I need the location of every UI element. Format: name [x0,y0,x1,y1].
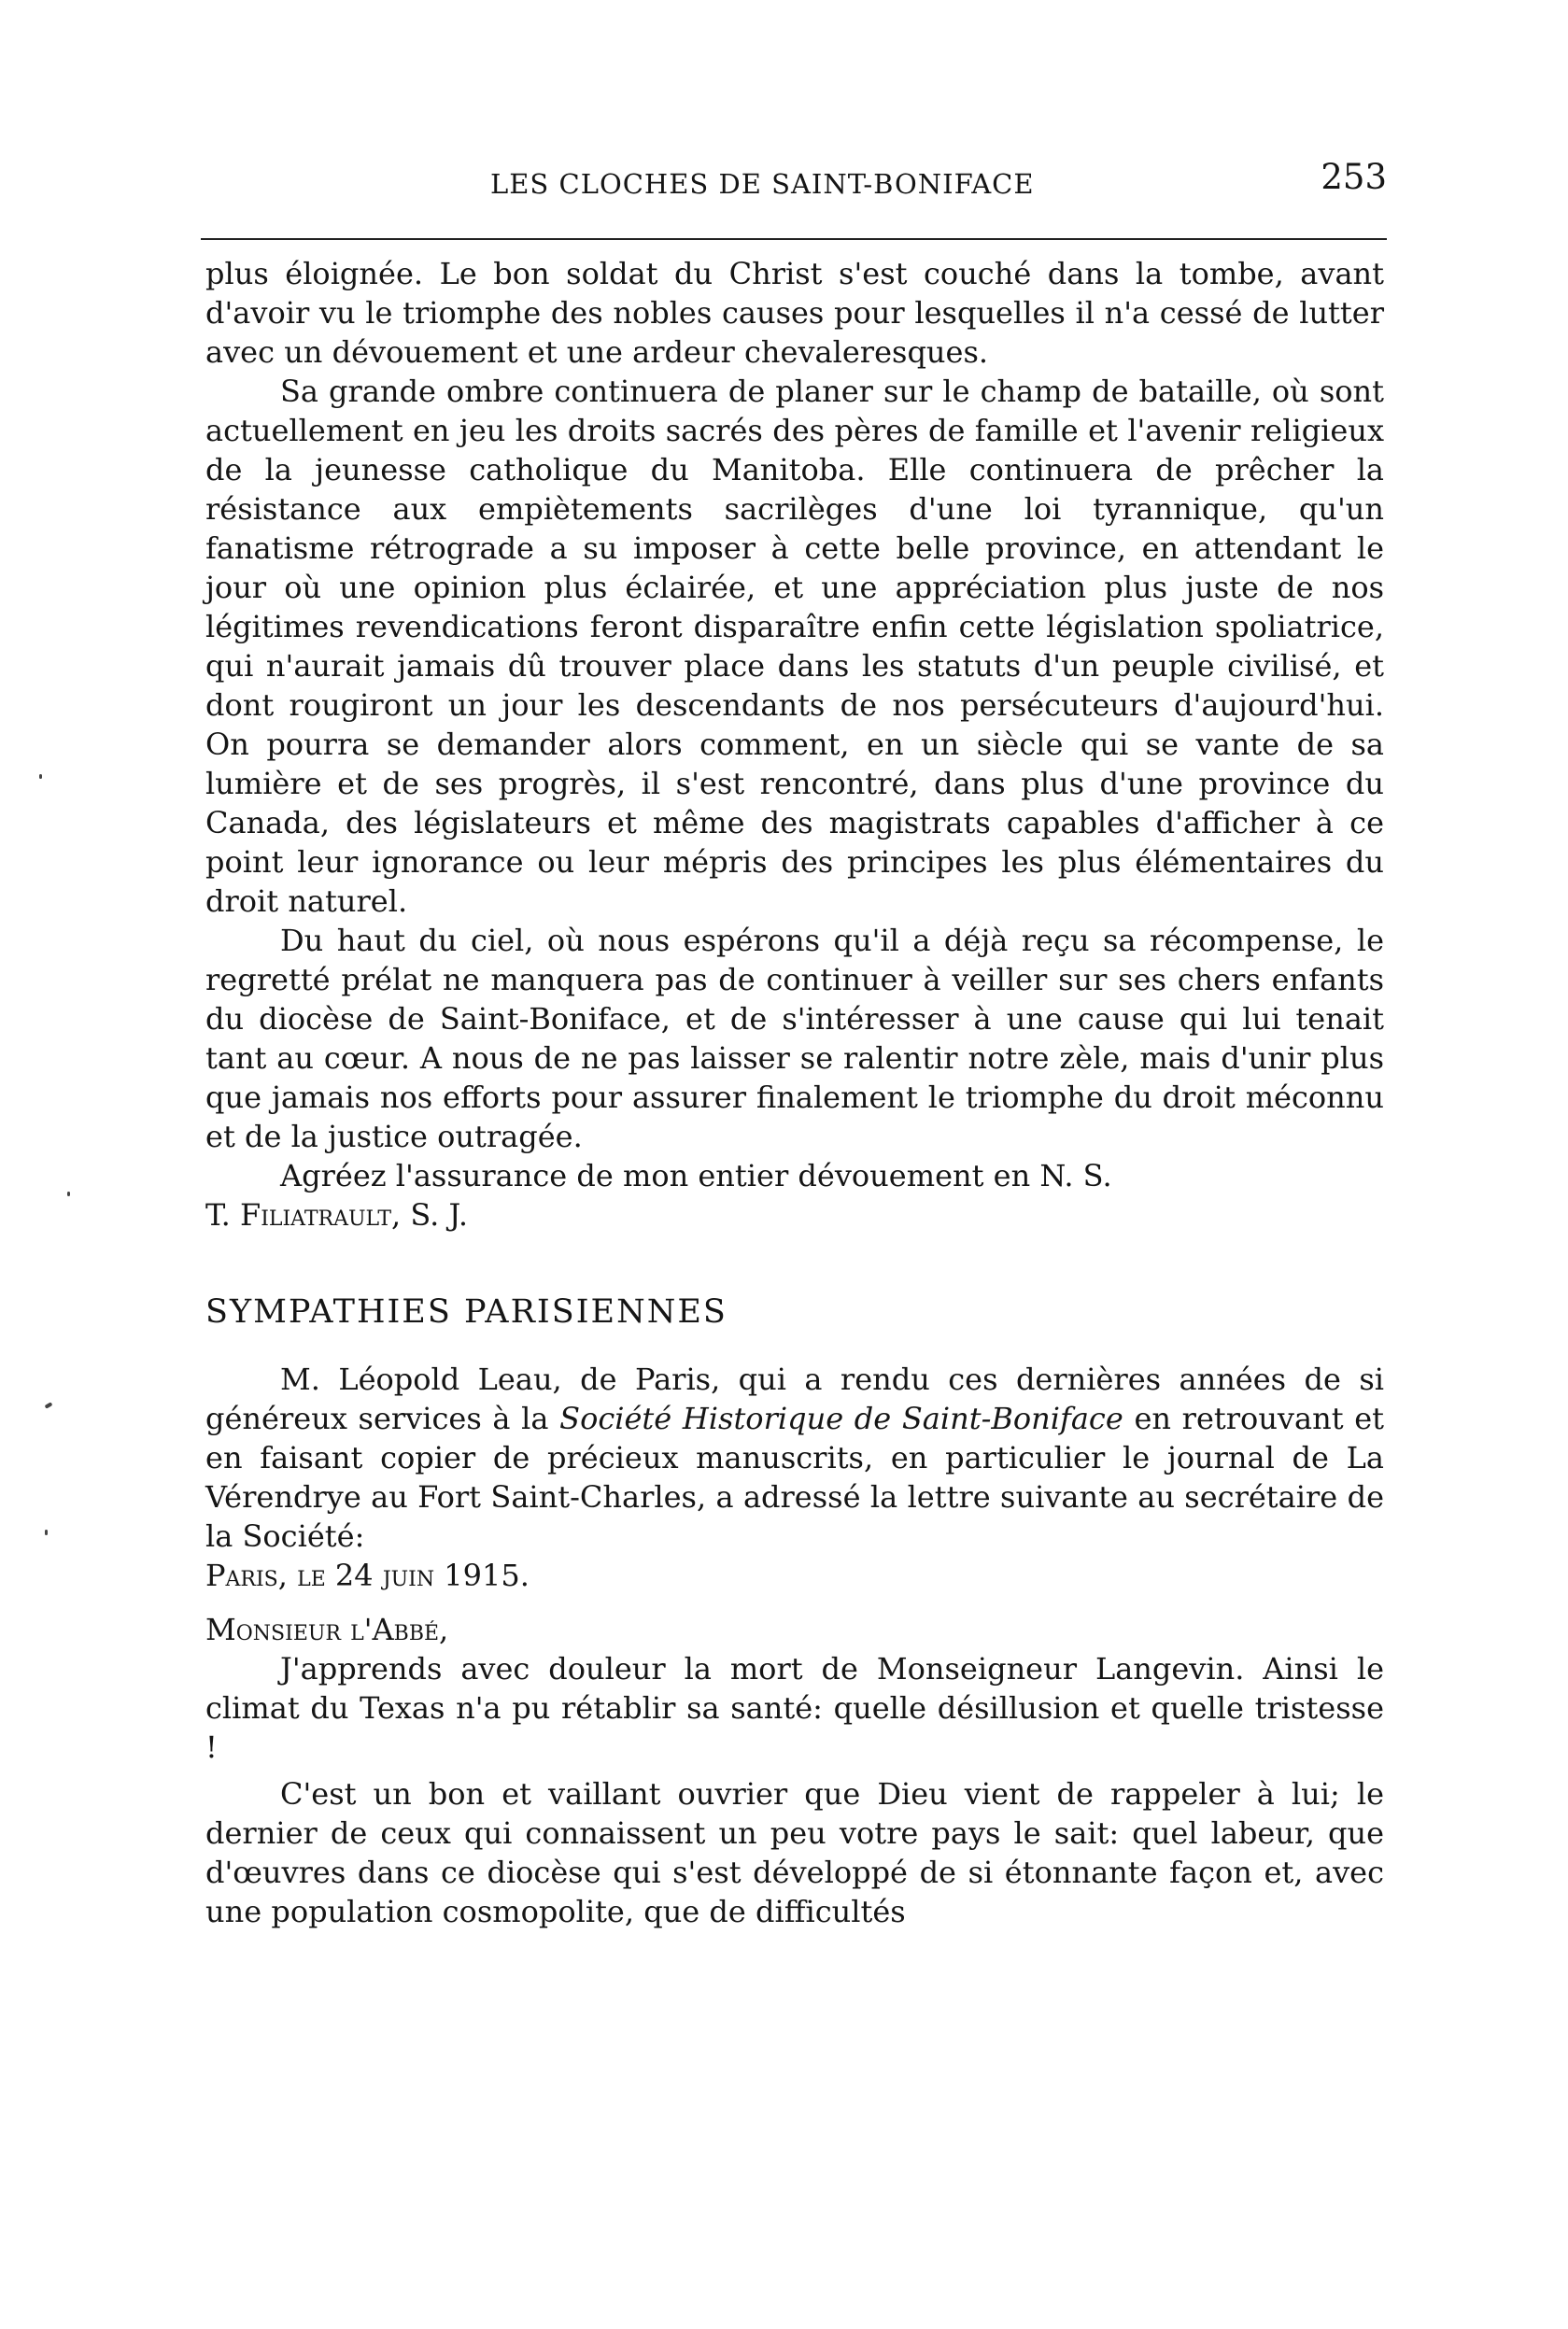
salutation: Monsieur l'Abbé, [205,1612,449,1647]
page-number: 253 [1321,157,1387,197]
signature: T. Filiatrault, S. J. [205,1197,469,1233]
page-header [201,157,1387,213]
letter-paragraph-2: C'est un bon et vaillant ouvrier que Dieu vient de rappeler à lui; le dernier de ceux qui connaissent un peu votre pays le sait: quel labeur, que d'œuvres dans ce diocèse qui s'est développé de si étonnante façon et, avec une population cosmopolite, que de difficultés [205,1776,1384,1929]
scan-speck [45,1530,48,1535]
paragraph-shadow: Sa grande ombre continuera de planer sur le champ de bataille, où sont actuellement en jeu les droits sacrés des pères de famille et l'avenir religieux de la jeunesse catholique du Manitoba. Elle continuera de prêcher la résistance aux empiètements sacrilèges d'une loi tyrannique, qu'un fanatisme rétrograde a su imposer à cette belle province, en attendant le jour où une opinion plus éclairée, et une appréciation plus juste de nos légitimes revendications feront disparaître enfin cette législation spoliatrice, qui n'aurait jamais dû trouver place dans les statuts d'un peuple civilisé, et dont rougiront un jour les descendants de nos persécuteurs d'aujourd'hui. On pourra se demander alors comment, en un siècle qui se vante de sa lumière et de ses progrès, il s'est rencontré, dans plus d'une province du Canada, des législateurs et même des magistrats capables d'afficher à ce point leur ignorance ou leur mépris des principes les plus élémentaires du droit naturel. [205,374,1384,919]
paragraph-heaven: Du haut du ciel, où nous espérons qu'il a déjà reçu sa récompense, le regretté prélat ne manquera pas de continuer à veiller sur ses chers enfants du diocèse de Saint-Boniface, et de s'intéresser à une cause qui lui tenait tant au cœur. A nous de ne pas laisser se ralentir notre zèle, mais d'unir plus que jamais nos efforts pour assurer finalement le triomphe du droit méconnu et de la justice outragée. [205,923,1384,1154]
page-body [205,254,1384,1931]
section-intro [205,1360,1384,1556]
dateline: Paris, le 24 juin 1915. [205,1558,530,1593]
paragraph-closing: Agréez l'assurance de mon entier dévouement en N. S. [280,1158,1112,1193]
paragraph-continuation: plus éloignée. Le bon soldat du Christ s'est couché dans la tombe, avant d'avoir vu le triomphe des nobles causes pour lesquelles il n'a cessé de lutter avec un dévouement et une ardeur chevaleresques. [205,256,1384,370]
running-head: LES CLOCHES DE SAINT-BONIFACE [490,168,1035,200]
intro-text-before: M. Léopold Leau, de Paris, qui a rendu ces dernières années de si généreux services à la [205,1362,1384,1436]
scan-speck [67,1192,70,1196]
letter-paragraph-1: J'apprends avec douleur la mort de Monseigneur Langevin. Ainsi le climat du Texas n'a pu rétablir sa santé: quelle désillusion et quelle tristesse ! [205,1651,1384,1765]
scan-speck [45,1402,53,1408]
header-rule [201,238,1387,240]
section-title: SYMPATHIES PARISIENNES [205,1293,727,1331]
scan-speck [39,774,42,779]
intro-text-after: en retrouvant et en faisant copier de précieux manuscrits, en particulier le journal de La Vérendrye au Fort Saint-Charles, a adressé la lettre suivante au secrétaire de la Société: [205,1401,1385,1554]
society-name: Société Historique de Saint-Boniface [559,1401,1123,1436]
